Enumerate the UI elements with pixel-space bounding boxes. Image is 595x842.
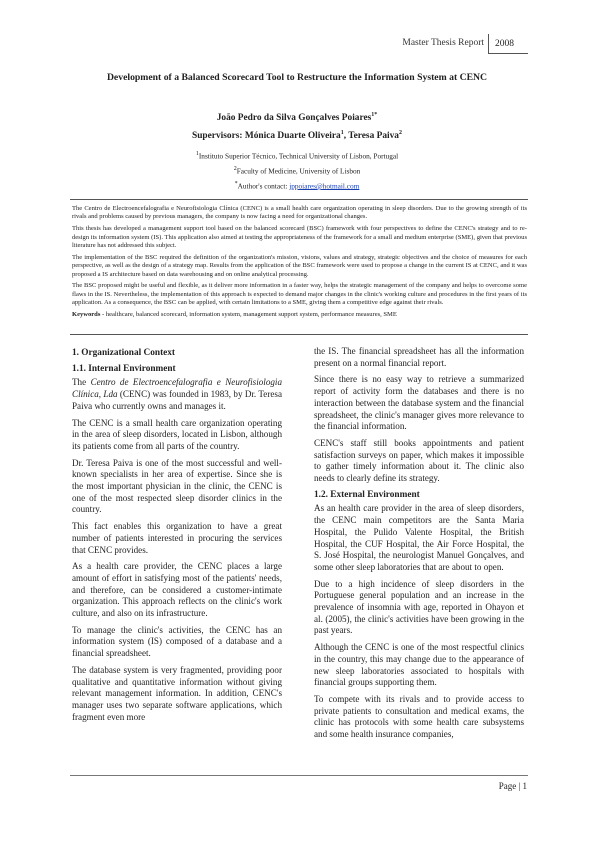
- abstract: [72, 205, 527, 323]
- affiliation-2: [62, 163, 532, 178]
- affiliation-1-text: Instituto Superior Técnico, Technical University of Lisbon, Portugal: [198, 151, 399, 161]
- body-paragraph: To compete with its rivals and to provide access to private patients to consultation and medical exams, the clinic has protocols with some health care subsystems and some health insurance companies,: [314, 693, 524, 740]
- abstract-top-rule: [70, 199, 528, 200]
- supervisor-sep: ,: [343, 131, 349, 142]
- header-year: 2008: [488, 34, 528, 54]
- body-paragraph: The CENC is a small health care organization operating in the area of sleep disorders, located in Lisbon, although its patients come from all parts of the country.: [72, 417, 282, 451]
- affiliations: [62, 148, 532, 193]
- contact-sup: *: [234, 180, 238, 187]
- abstract-bottom-rule: [70, 334, 528, 335]
- subsection-heading: 1.2. External Environment: [314, 489, 420, 500]
- affiliation-1: [62, 148, 532, 163]
- abstract-paragraph: The Centro de Electroencefalografia e Neurofisiologia Clínica (CENC) is a small health care organization operating in sleep disorders. Due to the growing strength of its rivals and problems caused by previous managers, the company is now facing a need for organizational changes.: [72, 205, 527, 221]
- keywords-label: Keywords: [72, 311, 101, 319]
- author-name: João Pedro da Silva Gonçalves Poiares: [216, 113, 372, 124]
- clinic-name-italic: Centro de Electroencefalografia e Neurofisiologia Clínica, Lda: [72, 377, 282, 400]
- keywords-text: - healthcare, balanced scorecard, information system, management support system, performance measures, SME: [100, 311, 397, 319]
- paper-title: Development of a Balanced Scorecard Tool to Restructure the Information System at CENC: [106, 72, 488, 83]
- abstract-paragraph: The implementation of the BSC required the definition of the organization's mission, visions, values and strategy, strategic objectives and the choice of measures for each perspective, as well as the design of a strategy map. Results from the application of the BSC framework were used to propose a change in the current IS at CENC, and it was proposed a IS architecture based on data warehousing and on online analytical processing.: [72, 253, 527, 278]
- body-paragraph: the IS. The financial spreadsheet has all the information present on a normal financial report.: [314, 346, 524, 368]
- body-paragraph: As an health care provider in the area of sleep disorders, the CENC main competitors are the Santa Maria Hospital, the Pulido Valente Hospital, the British Hospital, the CUF Hospital, the Air Force Hospital, the S. José Hospital, the neurologist Manuel Gonçalves, and some other sleep laboratories that are about to open.: [314, 503, 524, 572]
- page-number: 1: [522, 781, 527, 791]
- contact-line: [62, 178, 532, 193]
- page-sep: |: [516, 781, 523, 791]
- running-header: Master Thesis Report: [402, 38, 484, 48]
- affiliation-2-sup: 2: [233, 165, 237, 172]
- supervisor-2-sup: 2: [399, 130, 402, 137]
- body-paragraph: Since there is no easy way to retrieve a summarized report of activity form the databases and there is no interaction between the database system and the financial spreadsheet, the clinic's manager gives more relevance to the financial information.: [314, 374, 524, 432]
- body-text: (CENC) was founded in 1983, by Dr. Teresa Paiva who currently owns and manages it.: [72, 389, 282, 411]
- body-paragraph: Although the CENC is one of the most respectful clinics in the country, this may change due to the appearance of new sleep laboratories associated to hospitals with financial groups supporting them.: [314, 642, 524, 688]
- body-paragraph: Dr. Teresa Paiva is one of the most successful and well-known specialists in her area of expertise. Since she is the most important physician in the clinic, the CENC is one of the most respected sleep disorder clinics in the country.: [72, 457, 282, 515]
- supervisors-label: Supervisors:: [192, 131, 243, 142]
- body-paragraph: Due to a high incidence of sleep disorders in the Portuguese general population and an increase in the prevalence of insomnia with age, reported in Ohayon et al. (2005), the clinic's activities have been growing in the past years.: [314, 578, 524, 636]
- author-line: [62, 108, 532, 126]
- keywords-line: [72, 311, 527, 319]
- body-paragraph: The database system is very fragmented, providing poor qualitative and quantitative information without giving relevant management information. In addition, CENC's manager uses two separate software applications, which fragment even more: [72, 664, 282, 722]
- body-paragraph: CENC's staff still books appointments and patient satisfaction surveys on paper, which makes it impossible to gather timely information about it. The clinic also needs to clearly define its strategy.: [314, 437, 524, 484]
- section-heading: 1. Organizational Context: [72, 348, 176, 358]
- subsection-heading: 1.1. Internal Environment: [72, 363, 176, 374]
- right-column: [314, 346, 524, 746]
- body-paragraph: [72, 377, 282, 412]
- abstract-paragraph: The BSC proposed might be useful and flexible, as it deliver more information in a faster way, helps the strategic management of the company and helps to overcome some flaws in the IS. Nevertheless, the implementation of this approach is expected to demand major changes in the clinic's working culture and procedures in the first years of its application. As a consequence, the BSC can be applied, with certain limitations to a SME, giving them a competitive edge against their rivals.: [72, 282, 527, 307]
- body-paragraph: To manage the clinic's activities, the CENC has an information system (IS) composed of a database and a financial spreadsheet.: [72, 624, 282, 659]
- body-paragraph: This fact enables this organization to have a great number of patients interested in procuring the services that CENC provides.: [72, 521, 282, 555]
- body-text: The: [72, 377, 91, 388]
- affiliation-1-sup: 1: [195, 151, 199, 157]
- supervisor-1-sup: 1: [340, 130, 344, 137]
- author-sup: 1*: [371, 112, 378, 118]
- supervisors-line: [62, 126, 532, 144]
- abstract-paragraph: This thesis has developed a management support tool based on the balanced scorecard (BSC) framework with four perspectives to define the CENC's strategy and to re-design its information system (IS). This application also aimed at testing the appropriateness of the framework for a small and medium enterprise (SME), given that previous literature has not addressed this subject.: [72, 225, 527, 250]
- contact-label: Author's contact:: [237, 181, 290, 191]
- page-footer: [499, 781, 527, 791]
- footer-rule: [70, 775, 528, 776]
- body-paragraph: As a health care provider, the CENC places a large amount of effort in satisfying most of the patients' needs, and therefore, can be considered a customer-intimate organization. This approach reflects on the clinic's work culture, and also on its infrastructure.: [72, 561, 282, 619]
- page-label: Page: [498, 781, 517, 791]
- supervisor-1: Mónica Duarte Oliveira: [244, 131, 341, 142]
- supervisor-2: Teresa Paiva: [348, 131, 399, 142]
- contact-email-link[interactable]: jppoiares@hotmail.com: [289, 181, 360, 191]
- author-block: [62, 108, 532, 144]
- affiliation-2-text: Faculty of Medicine, University of Lisbon: [236, 166, 361, 176]
- left-column: [72, 344, 282, 728]
